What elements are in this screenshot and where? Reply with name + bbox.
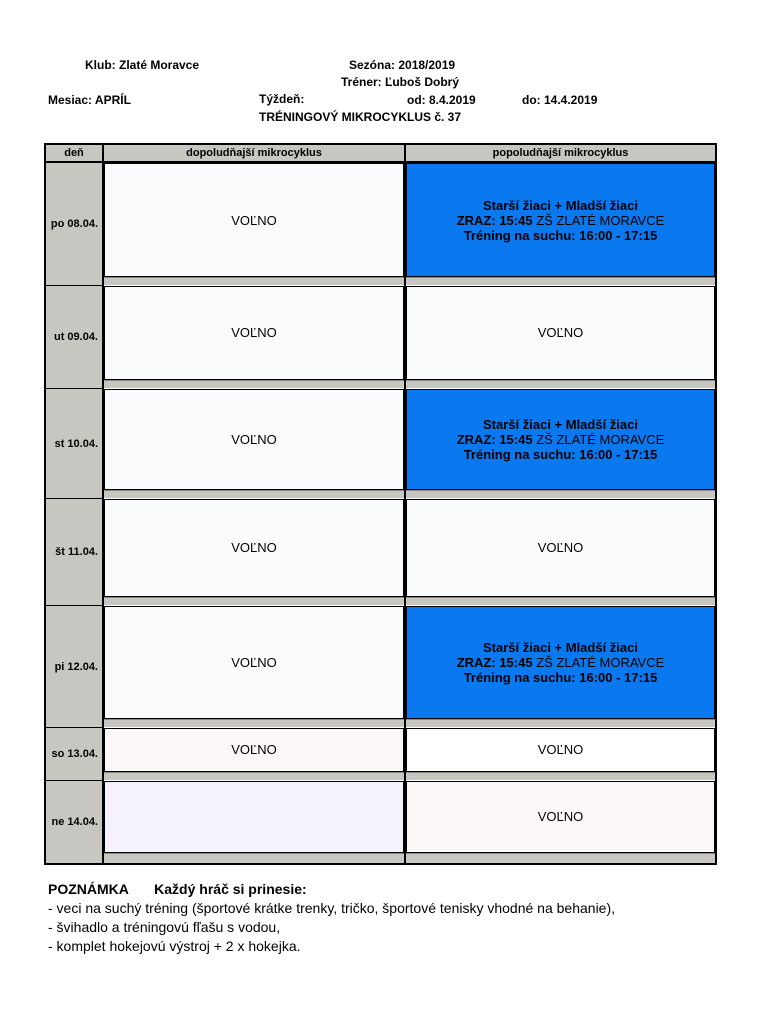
row-strip [104,490,404,498]
season-label: Sezóna: 2018/2019 [349,58,456,72]
afternoon-content [406,499,715,597]
training-group: Starší žiaci + Mladší žiaci [483,416,638,432]
morning-text: VOĽNO [231,742,277,757]
morning-content [104,728,404,772]
morning-content [104,606,404,719]
table-row [45,162,716,286]
afternoon-cell [405,389,716,499]
table-row [45,781,716,865]
col-day: deň [45,144,103,162]
afternoon-cell [405,499,716,606]
morning-cell [103,781,405,865]
row-strip [406,853,715,863]
row-strip [406,277,715,285]
training-meet-place: ZŠ ZLATÉ MORAVCE [532,212,665,228]
col-afternoon: popoludňajší mikrocyklus [405,144,716,162]
morning-text: VOĽNO [231,654,277,670]
morning-cell [103,728,405,781]
row-strip [406,490,715,498]
schedule-table [44,143,717,865]
afternoon-cell [405,606,716,728]
afternoon-cell [405,286,716,389]
day-label: so 13.04. [45,728,103,781]
day-label: ut 09.04. [45,286,103,389]
row-strip [406,597,715,605]
morning-cell [103,286,405,389]
afternoon-content [406,781,715,853]
training-block [406,606,715,719]
morning-text: VOĽNO [231,212,277,228]
morning-content [104,781,404,853]
club-label: Klub: Zlaté Moravce [85,58,200,72]
row-strip [104,772,404,780]
morning-content [104,389,404,490]
month-label: Mesiac: APRÍL [48,93,131,107]
row-strip [104,277,404,285]
afternoon-cell [405,728,716,781]
training-meet-time: ZRAZ: 15:45 [456,654,533,670]
row-strip [406,719,715,727]
table-row [45,499,716,606]
morning-cell [103,499,405,606]
afternoon-cell [405,162,716,286]
table-row [45,286,716,389]
morning-text: VOĽNO [231,431,277,447]
row-strip [104,853,404,863]
training-time: Tréning na suchu: 16:00 - 17:15 [463,227,658,243]
morning-content [104,286,404,380]
cycle-title: TRÉNINGOVÝ MIKROCYKLUS č. 37 [259,110,462,124]
date-to: do: 14.4.2019 [522,93,598,107]
row-strip [406,380,715,388]
morning-cell [103,162,405,286]
col-morning: dopoludňajší mikrocyklus [103,144,405,162]
row-strip [104,719,404,727]
note-title: POZNÁMKA [48,881,129,897]
day-label: pi 12.04. [45,606,103,728]
column-header-row [45,144,716,162]
note-item: - veci na suchý tréning (športové krátke trenky, tričko, športové tenisky vhodné na behanie), [48,900,616,916]
table-row [45,606,716,728]
morning-text: VOĽNO [231,325,277,340]
training-time: Tréning na suchu: 16:00 - 17:15 [463,669,658,685]
training-meet-place: ZŠ ZLATÉ MORAVCE [532,654,665,670]
morning-cell [103,389,405,499]
day-label: št 11.04. [45,499,103,606]
row-strip [104,380,404,388]
day-label: ne 14.04. [45,781,103,865]
training-group: Starší žiaci + Mladší žiaci [483,639,638,655]
afternoon-text: VOĽNO [537,809,584,824]
table-row [45,389,716,499]
morning-text: VOĽNO [231,540,277,555]
afternoon-text: VOĽNO [537,540,584,555]
afternoon-text: VOĽNO [537,325,584,340]
training-meet-time: ZRAZ: 15:45 [456,431,533,447]
date-from: od: 8.4.2019 [407,93,476,107]
morning-cell [103,606,405,728]
training-time: Tréning na suchu: 16:00 - 17:15 [463,446,658,462]
training-group: Starší žiaci + Mladší žiaci [483,197,638,213]
row-strip [104,597,404,605]
trainer-label: Tréner: Ľuboš Dobrý [341,75,460,89]
day-label: st 10.04. [45,389,103,499]
note-item: - komplet hokejovú výstroj + 2 x hokejka. [48,938,301,954]
row-strip [406,772,715,780]
afternoon-cell [405,781,716,865]
morning-content [104,499,404,597]
training-meet-time: ZRAZ: 15:45 [456,212,533,228]
note-intro: Každý hráč si prinesie: [154,881,307,897]
morning-content [104,163,404,277]
afternoon-content [406,286,715,380]
afternoon-content [406,728,715,772]
note-block [48,880,615,956]
training-meet-place: ZŠ ZLATÉ MORAVCE [532,431,665,447]
training-block [406,163,715,277]
note-item: - švihadlo a tréningovú fľašu s vodou, [48,919,281,935]
table-row [45,728,716,781]
day-label: po 08.04. [45,162,103,286]
week-label: Týždeň: [259,92,305,106]
afternoon-text: VOĽNO [537,742,584,757]
training-block [406,389,715,490]
